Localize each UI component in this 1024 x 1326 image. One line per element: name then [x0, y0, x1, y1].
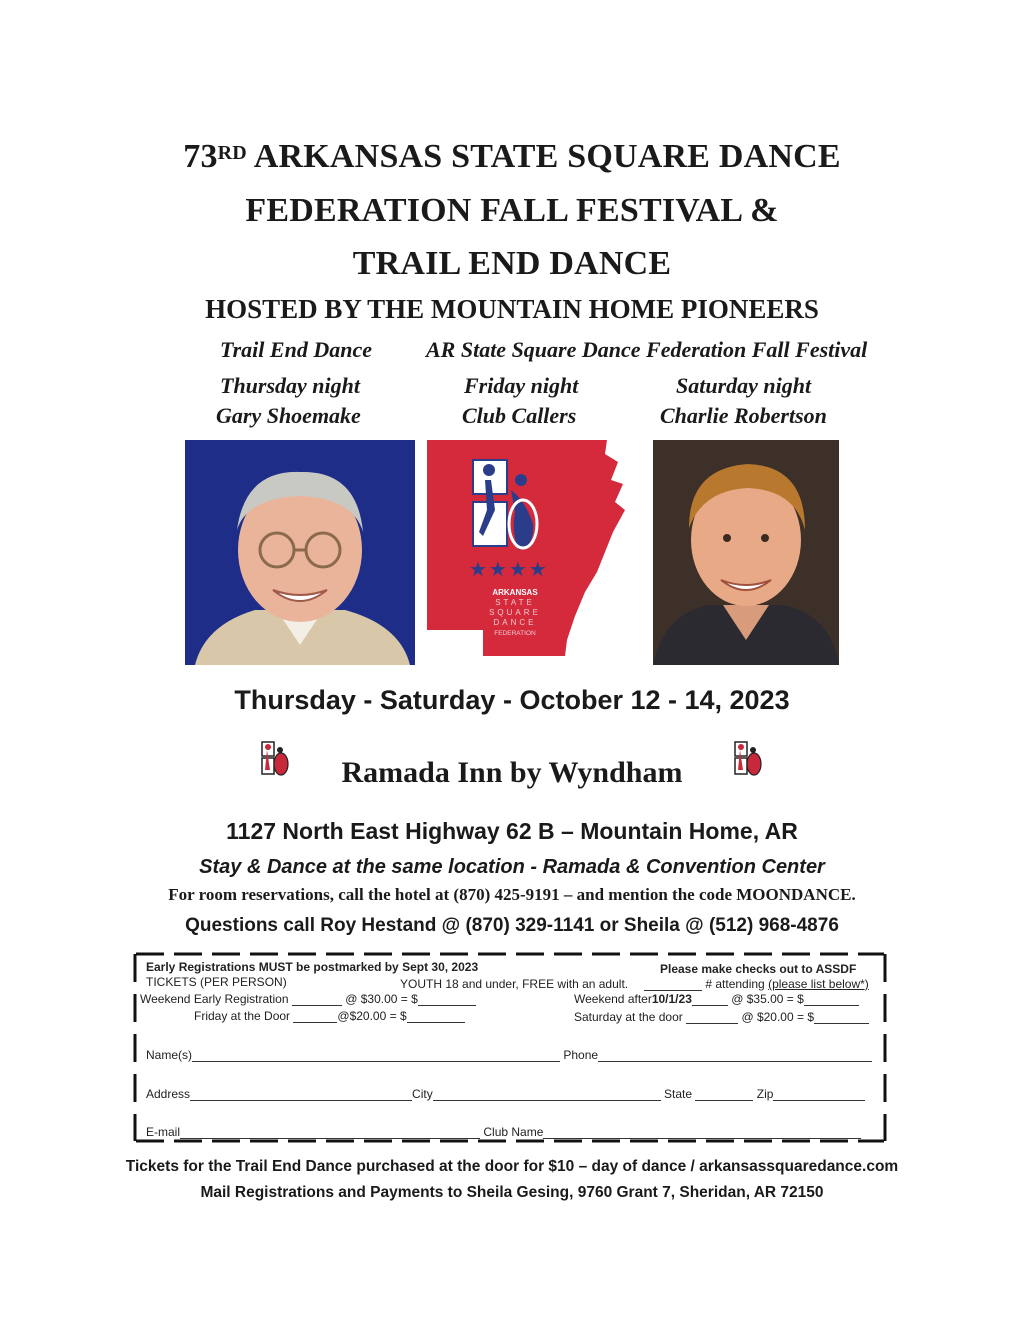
names-row: [146, 1048, 872, 1062]
photo-gary-shoemake: [185, 440, 415, 665]
state-label: State: [664, 1087, 693, 1101]
weekend-after-date: 10/1/23: [651, 992, 692, 1006]
address-label: Address: [146, 1087, 191, 1101]
logo-text-arkansas: ARKANSAS: [492, 588, 538, 597]
price-30-label: @ $30.00 = $: [345, 992, 418, 1006]
phone-label: Phone: [563, 1048, 599, 1062]
youth-note: YOUTH 18 and under, FREE with an adult.: [400, 977, 629, 991]
club-field[interactable]: [543, 1126, 861, 1139]
saturday-door-qty-field[interactable]: [686, 1011, 738, 1024]
night-thursday: Thursday night: [220, 373, 360, 398]
zip-label: Zip: [756, 1087, 774, 1101]
phone-field[interactable]: [598, 1049, 872, 1062]
friday-door-total-field[interactable]: [407, 1010, 465, 1023]
state-field[interactable]: [695, 1088, 753, 1101]
city-label: City: [412, 1087, 433, 1101]
logo-text-dance: DANCE: [493, 618, 537, 627]
friday-door-qty-field[interactable]: [293, 1010, 337, 1023]
hosted-by: HOSTED BY THE MOUNTAIN HOME PIONEERS: [205, 294, 819, 324]
logo-text-federation: FEDERATION: [494, 630, 536, 637]
dancer-logo-right-icon: [733, 740, 763, 778]
weekend-after-label: Weekend after: [574, 992, 652, 1006]
weekend-after-qty-field[interactable]: [692, 993, 728, 1006]
attending-field[interactable]: [644, 977, 869, 991]
city-field[interactable]: [433, 1088, 661, 1101]
logo-stars: ★★★★: [469, 557, 549, 581]
event-dates: Thursday - Saturday - October 12 - 14, 2023: [234, 685, 790, 715]
price-20a-label: @$20.00 = $: [337, 1009, 407, 1023]
arkansas-federation-logo: [425, 440, 632, 658]
title-line-2: FEDERATION FALL FESTIVAL &: [245, 192, 779, 229]
venue-address: 1127 North East Highway 62 B – Mountain Home, AR: [226, 818, 798, 844]
caller-thursday: Gary Shoemake: [216, 403, 361, 428]
early-registration-note: Early Registrations MUST be postmarked by Sept 30, 2023: [146, 960, 479, 974]
night-saturday: Saturday night: [676, 373, 812, 398]
names-field[interactable]: [192, 1049, 560, 1062]
email-label: E-mail: [146, 1125, 181, 1139]
please-list-note: (please list below*): [768, 977, 869, 991]
registration-form: [132, 951, 888, 1146]
mail-registrations: Mail Registrations and Payments to Sheila Gesing, 9760 Grant 7, Sheridan, AR 72150: [200, 1184, 824, 1201]
title-line-1: 73RD ARKANSAS STATE SQUARE DANCE: [183, 138, 841, 175]
caller-saturday: Charlie Robertson: [660, 403, 827, 428]
label-trail-end: Trail End Dance: [220, 337, 372, 362]
trail-end-tickets-note: Tickets for the Trail End Dance purchased at the door for $10 – day of dance / arkansassquaredance.com: [125, 1158, 899, 1175]
weekend-early-qty-field[interactable]: [292, 993, 342, 1006]
names-label: Name(s): [146, 1048, 193, 1062]
friday-door-label: Friday at the Door: [194, 1009, 291, 1023]
caller-friday: Club Callers: [462, 403, 577, 428]
weekend-early-total-field[interactable]: [418, 993, 476, 1006]
address-row: [146, 1087, 865, 1101]
room-reservations: For room reservations, call the hotel at (870) 425-9191 – and mention the code MOONDANCE.: [168, 885, 856, 904]
email-row: [146, 1125, 861, 1139]
stay-and-dance: Stay & Dance at the same location - Ramada & Convention Center: [199, 856, 825, 878]
label-festival: AR State Square Dance Federation Fall Festival: [426, 337, 868, 362]
friday-door-row: [194, 1009, 465, 1023]
attending-label: # attending: [705, 977, 765, 991]
photo-charlie-robertson: [653, 440, 839, 665]
email-field[interactable]: [180, 1126, 480, 1139]
venue-name: Ramada Inn by Wyndham: [341, 756, 683, 789]
club-label: Club Name: [483, 1125, 544, 1139]
questions-contact: Questions call Roy Hestand @ (870) 329-1141 or Sheila @ (512) 968-4876: [185, 915, 839, 936]
price-20b-label: @ $20.00 = $: [741, 1010, 815, 1024]
zip-field[interactable]: [773, 1088, 865, 1101]
saturday-door-total-field[interactable]: [814, 1011, 869, 1024]
night-friday: Friday night: [464, 373, 579, 398]
checks-payable: Please make checks out to ASSDF: [660, 962, 857, 976]
logo-text-square: SQUARE: [489, 608, 541, 617]
saturday-door-row: [574, 1010, 869, 1024]
weekend-after-total-field[interactable]: [804, 993, 859, 1006]
weekend-early-row: [140, 992, 476, 1006]
title-line-3: TRAIL END DANCE: [352, 245, 672, 282]
address-field[interactable]: [190, 1088, 412, 1101]
price-35-label: @ $35.00 = $: [731, 992, 804, 1006]
weekend-early-label: Weekend Early Registration: [140, 992, 289, 1006]
weekend-after-row: [574, 992, 859, 1006]
saturday-door-label: Saturday at the door: [574, 1010, 683, 1024]
logo-text-state: STATE: [495, 598, 535, 607]
tickets-per-person: TICKETS (PER PERSON): [146, 975, 287, 989]
